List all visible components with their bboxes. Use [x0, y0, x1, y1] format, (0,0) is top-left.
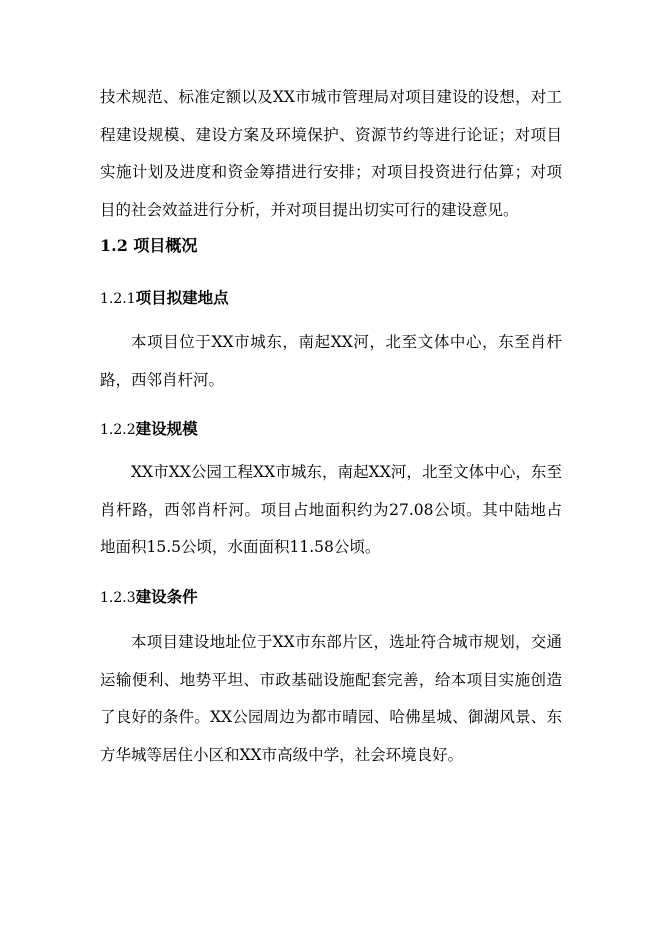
section-number: 1.2.2: [100, 422, 136, 438]
section-1-2-2-body: XX市XX公园工程XX市城东，南起XX河，北至文体中心，东至肖杆路，西邻肖杆河。项目占地面积约为27.08公顷。其中陆地占地面积15.5公顷，水面面积11.58公顷。: [100, 463, 562, 556]
section-heading-1-2-3: [100, 585, 198, 607]
section-1-2-3-body: 本项目建设地址位于XX市东部片区，选址符合城市规划，交通运输便利、地势平坦、市政基础设施配套完善，给本项目实施创造了良好的条件。XX公园周边为都市晴园、哈佛星城、御湖风景、东方华城等居住小区和XX市高级中学，社会环境良好。: [100, 633, 562, 764]
section-title: 项目拟建地点: [135, 288, 229, 307]
section-heading-1-2: [100, 233, 197, 256]
section-1-2-1-body: 本项目位于XX市城东，南起XX河，北至文体中心，东至肖杆路，西邻肖杆河。: [100, 333, 562, 389]
section-number: 1.2: [100, 236, 128, 255]
section-heading-1-2-2: [100, 417, 198, 439]
section-number: 1.2.3: [100, 590, 136, 606]
section-title: 建设条件: [135, 587, 198, 606]
intro-paragraph: 技术规范、标准定额以及XX市城市管理局对项目建设的设想，对工程建设规模、建设方案及环境保护、资源节约等进行论证；对项目实施计划及进度和资金筹措进行安排；对项目投资进行估算；对项目的社会效益进行分析，并对项目提出切实可行的建设意见。: [100, 88, 562, 219]
section-heading-1-2-1: [100, 286, 229, 308]
section-title: 建设规模: [135, 419, 198, 438]
section-title: 项目概况: [133, 236, 198, 255]
section-number: 1.2.1: [100, 291, 136, 307]
